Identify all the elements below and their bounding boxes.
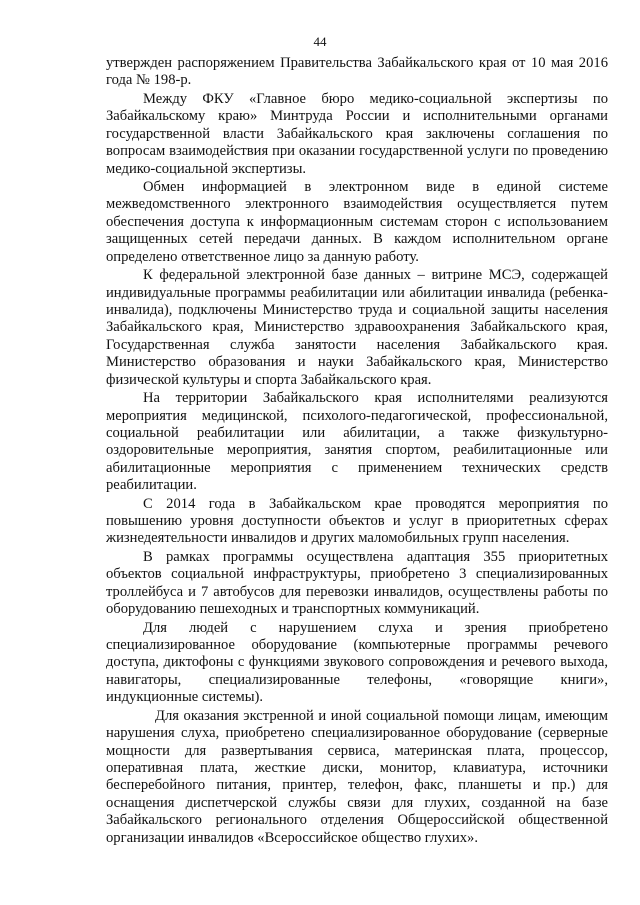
- paragraph-mse-agreements: Между ФКУ «Главное бюро медико-социальной экспертизы по Забайкальскому краю» Минтруда России и исполнительными органами государственной власти Забайкальского края заключены соглашения по вопросам взаимодействия при оказании государственной услуги по проведению медико-социальной экспертизы.: [106, 90, 608, 177]
- paragraph-electronic-exchange: Обмен информацией в электронном виде в единой системе межведомственного электронного взаимодействия осуществляется путем обеспечения доступа к информационным системам сторон с использованием защищенных сетей передачи данных. В каждом исполнительном органе определено ответственное лицо за данную работу.: [106, 179, 608, 265]
- paragraph-deaf-dispatch-service: Для оказания экстренной и иной социальной помощи лицам, имеющим нарушения слуха, приобретено специализированное оборудование (серверные мощности для развертывания сервиса, материнская плата, процессор, оперативная плата, жесткие диски, монитор, клавиатура, источники бесперебойного питания, принтер, телефон, факс, планшеты и пр.) для оснащения диспетчерской службы связи для глухих, созданной на базе Забайкальского регионального отделения Общероссийской общественной организации инвалидов «Всероссийское общество глухих».: [106, 707, 608, 846]
- document-body: [106, 55, 608, 848]
- page-number: 44: [313, 34, 327, 49]
- paragraph-hearing-vision-equipment: Для людей с нарушением слуха и зрения приобретено специализированное оборудование (компьютерные программы речевого доступа, диктофоны с функциями звукового сопровождения и речевого выхода, навигаторы, специализированные телефоны, «говорящие книги», индукционные системы).: [106, 619, 608, 706]
- paragraph-mse-database: К федеральной электронной базе данных – витрине МСЭ, содержащей индивидуальные программы реабилитации или абилитации инвалида (ребенка-инвалида), подключены Министерство труда и социальной защиты населения Забайкальского края, Министерство здравоохранения Забайкальского края, Государственная служба занятости населения Забайкальского края. Министерство образования и науки Забайкальского края, Министерство физической культуры и спорта Забайкальского края.: [106, 267, 608, 388]
- paragraph-rehabilitation-measures: На территории Забайкальского края исполнителями реализуются мероприятия медицинской, психолого-педагогической, профессиональной, социальной реабилитации или абилитации, а также физкультурно-оздоровительные мероприятия, занятия спортом, реабилитационные или абилитационные мероприятия с применением технических средств реабилитации.: [106, 390, 608, 494]
- paragraph-program-adaptation: В рамках программы осуществлена адаптация 355 приоритетных объектов социальной инфраструктуры, приобретено 3 специализированных троллейбуса и 7 автобусов для перевозки инвалидов, осуществлены работы по оборудованию пешеходных и транспортных коммуникаций.: [106, 548, 608, 618]
- paragraph-continuation: утвержден распоряжением Правительства Забайкальского края от 10 мая 2016 года № 198-р.: [106, 55, 608, 89]
- paragraph-accessibility-since-2014: С 2014 года в Забайкальском крае проводятся мероприятия по повышению уровня доступности объектов и услуг в приоритетных сферах жизнедеятельности инвалидов и других маломобильных групп населения.: [106, 495, 608, 547]
